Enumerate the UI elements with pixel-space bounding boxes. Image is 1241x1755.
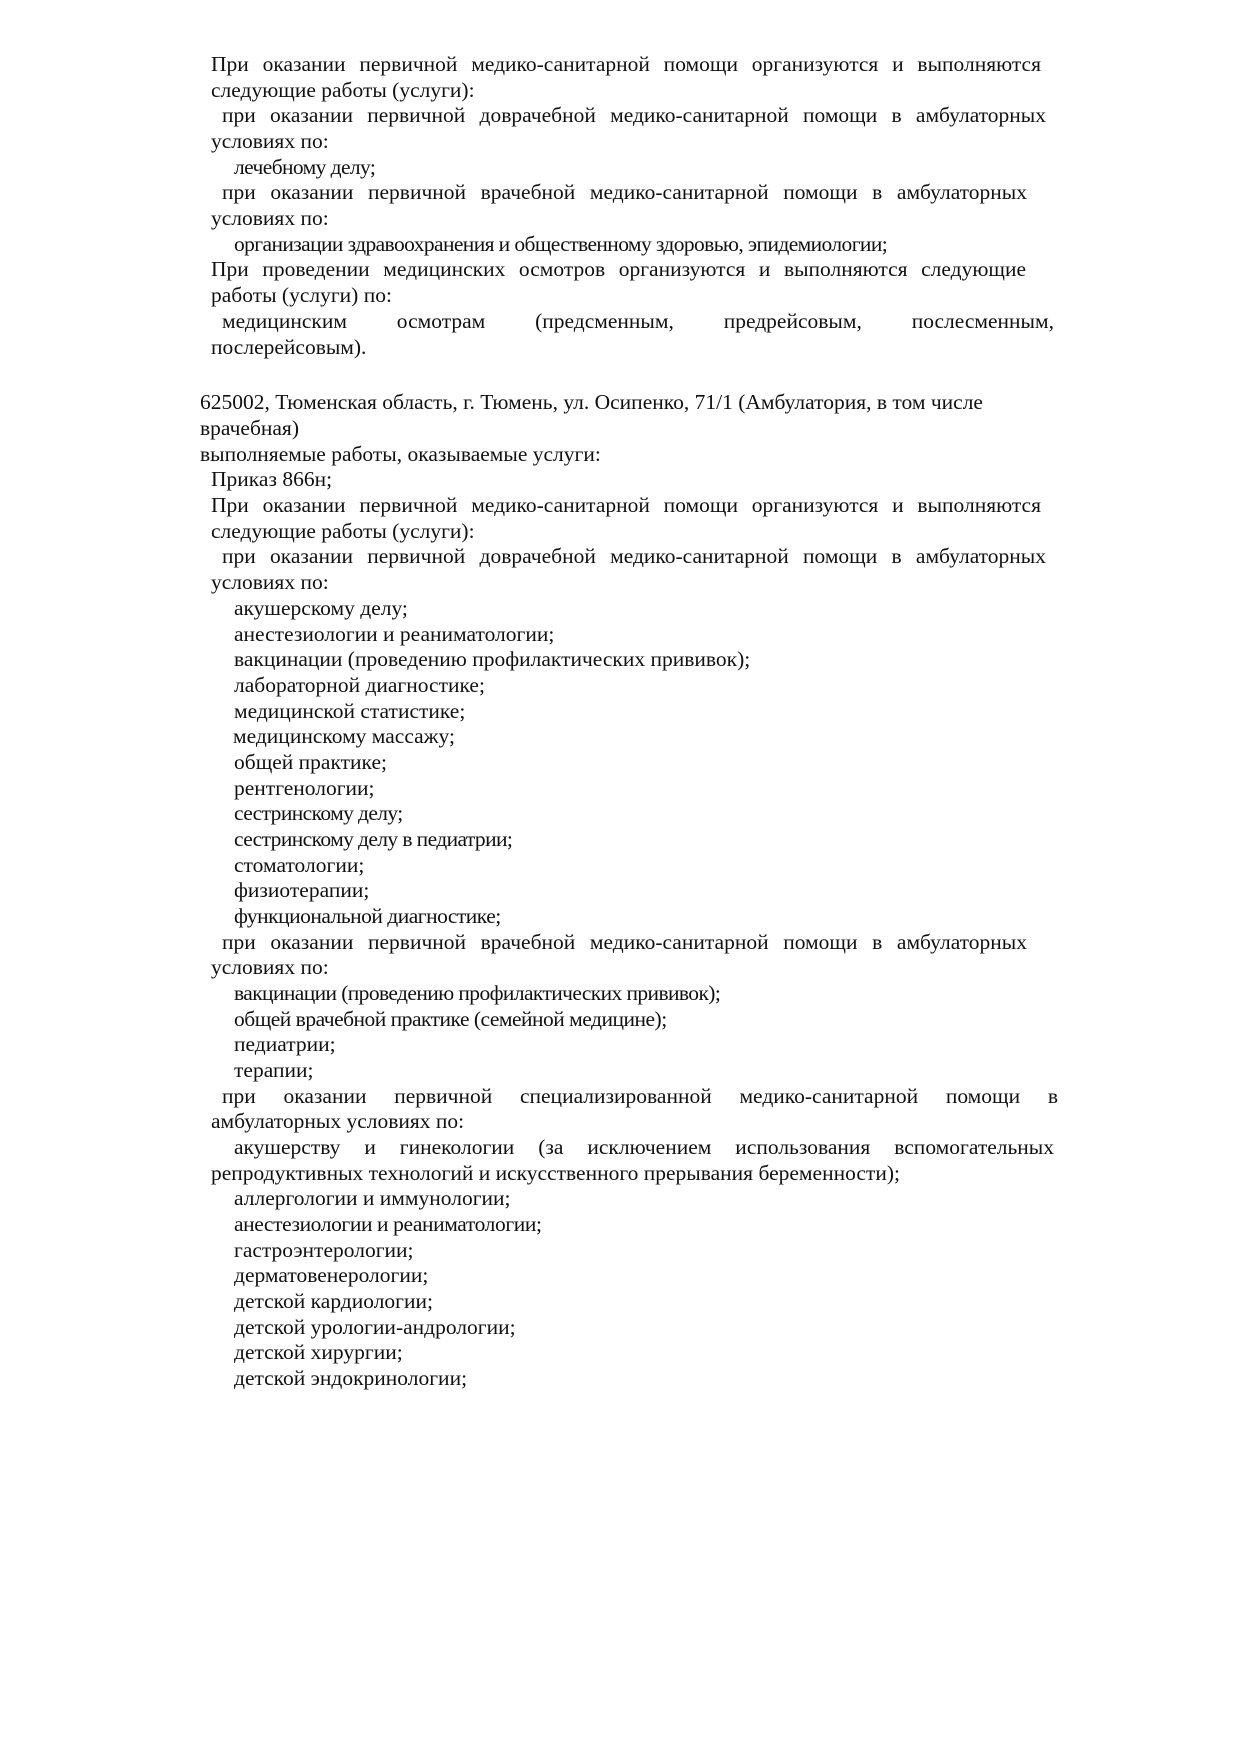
block2-spec-first-item-line1: акушерству и гинекологии (за исключением использования вспомогательных [234,1135,1054,1159]
block1-intro-line2: следующие работы (услуги): [211,78,475,102]
block2-prevrach-item: медицинской статистике; [234,699,466,723]
block2-spec-item: детской кардиологии; [234,1289,433,1313]
block2-prevrach-item: анестезиологии и реаниматологии; [234,622,555,646]
block1-osmotr-item-line2: послерейсовым). [211,335,367,359]
block2-prevrach-head-line2: условиях по: [211,570,329,594]
block2-order: Приказ 866н; [211,467,333,491]
block1-vrach-head-line1: при оказании первичной врачебной медико-санитарной помощи в амбулаторных [222,180,1027,204]
block2-spec-head-line1: при оказании первичной специализированной медико-санитарной помощи в [222,1084,1058,1108]
block2-vrach-item: педиатрии; [234,1032,336,1056]
block2-prevrach-item: вакцинации (проведению профилактических прививок); [234,647,751,671]
block2-intro-line1: При оказании первичной медико-санитарной помощи организуются и выполняются [211,493,1041,517]
block2-prevrach-item: общей практике; [234,750,387,774]
block2-spec-item: детской хирургии; [234,1340,403,1364]
block2-address-line2: врачебная) [200,416,299,440]
block2-prevrach-item: сестринскому делу; [234,801,403,825]
block2-works-label: выполняемые работы, оказываемые услуги: [200,442,601,466]
block1-vrach-head-line2: условиях по: [211,206,329,230]
block2-vrach-item: терапии; [234,1058,314,1082]
block2-spec-item: дерматовенерологии; [234,1263,429,1287]
block2-spec-first-item-line2: репродуктивных технологий и искусственного прерывания беременности); [211,1161,900,1185]
block1-osmotr-head-line1: При проведении медицинских осмотров организуются и выполняются следующие [211,257,1026,281]
block2-vrach-head-line1: при оказании первичной врачебной медико-санитарной помощи в амбулаторных [222,930,1027,954]
block2-prevrach-item: акушерскому делу; [234,596,408,620]
block2-prevrach-item: сестринскому делу в педиатрии; [234,827,513,851]
block2-spec-item: детской урологии-андрологии; [234,1315,516,1339]
block2-address-line1: 625002, Тюменская область, г. Тюмень, ул. Осипенко, 71/1 (Амбулатория, в том числе [200,390,983,414]
block1-osmotr-item-line1: медицинским осмотрам (предсменным, предрейсовым, послесменным, [222,309,1054,333]
block2-spec-item: детской эндокринологии; [234,1366,468,1390]
block2-spec-head-line2: амбулаторных условиях по: [211,1109,465,1133]
block2-intro-line2: следующие работы (услуги): [211,519,475,543]
block2-vrach-item: общей врачебной практике (семейной медицине); [234,1007,667,1031]
block2-prevrach-item: медицинскому массажу; [233,724,455,748]
block2-spec-item: анестезиологии и реаниматологии; [234,1212,542,1236]
block2-prevrach-item: стоматологии; [234,853,365,877]
block2-spec-item: аллергологии и иммунологии; [234,1186,511,1210]
block1-prevrach-head-line2: условиях по: [211,129,329,153]
block1-intro-line1: При оказании первичной медико-санитарной помощи организуются и выполняются [211,52,1041,76]
block2-prevrach-head-line1: при оказании первичной доврачебной медико-санитарной помощи в амбулаторных [222,544,1046,568]
block2-prevrach-item: рентгенологии; [234,776,375,800]
block1-prevrach-item: лечебному делу; [234,155,376,179]
block1-prevrach-head-line1: при оказании первичной доврачебной медико-санитарной помощи в амбулаторных [222,103,1046,127]
block2-vrach-head-line2: условиях по: [211,955,329,979]
block2-prevrach-item: функциональной диагностике; [234,904,501,928]
block2-prevrach-item: лабораторной диагностике; [234,673,485,697]
block1-osmotr-head-line2: работы (услуги) по: [211,283,392,307]
block1-vrach-item: организации здравоохранения и общественному здоровью, эпидемиологии; [234,232,888,256]
block2-prevrach-item: физиотерапии; [234,878,370,902]
block2-vrach-item: вакцинации (проведению профилактических прививок); [234,981,721,1005]
block2-spec-item: гастроэнтерологии; [234,1238,414,1262]
